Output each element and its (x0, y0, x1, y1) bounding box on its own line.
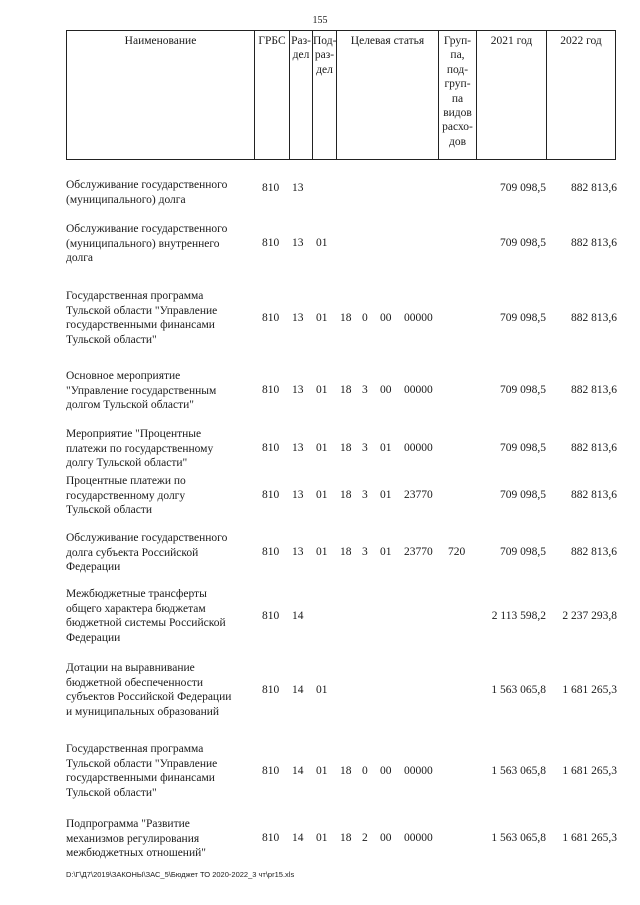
row-program: 18 (340, 442, 352, 454)
row-podrazdel: 01 (316, 546, 328, 558)
row-value-2022: 882 813,6 (571, 546, 617, 558)
row-direction: 00000 (404, 312, 433, 324)
row-direction: 23770 (404, 546, 433, 558)
row-value-2021: 1 563 065,8 (491, 765, 546, 777)
row-subprogram: 3 (362, 489, 368, 501)
row-podrazdel: 01 (316, 765, 328, 777)
row-grbs: 810 (262, 765, 280, 777)
row-value-2021: 709 098,5 (500, 384, 546, 396)
row-grbs: 810 (262, 832, 280, 844)
row-razdel: 13 (292, 489, 304, 501)
row-name: Межбюджетные трансферты общего характера бюджетам бюджетной системы Российской Федерации (66, 588, 226, 644)
row-name: Обслуживание государственного (муниципального) долга (66, 179, 228, 206)
row-grbs: 810 (262, 610, 280, 622)
row-program: 18 (340, 765, 352, 777)
row-value-2021: 709 098,5 (500, 546, 546, 558)
row-name: Государственная программа Тульской области "Управление государственными финансами Тульской области" (66, 290, 218, 346)
row-direction: 00000 (404, 832, 433, 844)
row-event: 00 (380, 384, 392, 396)
row-podrazdel: 01 (316, 442, 328, 454)
row-direction: 00000 (404, 442, 433, 454)
row-subprogram: 0 (362, 312, 368, 324)
row-program: 18 (340, 546, 352, 558)
row-value-2022: 882 813,6 (571, 182, 617, 194)
header-target-article: Целевая статья (336, 30, 438, 160)
row-name: Обслуживание государственного (муниципального) внутреннего долга (66, 223, 228, 264)
row-value-2021: 709 098,5 (500, 182, 546, 194)
row-razdel: 14 (292, 832, 304, 844)
table-header (66, 30, 616, 160)
row-value-2021: 709 098,5 (500, 237, 546, 249)
row-direction: 00000 (404, 384, 433, 396)
row-razdel: 13 (292, 384, 304, 396)
row-podrazdel: 01 (316, 684, 328, 696)
row-value-2022: 882 813,6 (571, 442, 617, 454)
row-grbs: 810 (262, 312, 280, 324)
row-event: 00 (380, 765, 392, 777)
row-event: 00 (380, 832, 392, 844)
row-grbs: 810 (262, 489, 280, 501)
row-group: 720 (448, 546, 466, 558)
row-razdel: 13 (292, 182, 304, 194)
row-value-2022: 882 813,6 (571, 237, 617, 249)
row-podrazdel: 01 (316, 384, 328, 396)
row-razdel: 14 (292, 610, 304, 622)
row-razdel: 13 (292, 546, 304, 558)
header-grbs: ГРБС (254, 30, 289, 160)
row-subprogram: 3 (362, 546, 368, 558)
row-razdel: 14 (292, 684, 304, 696)
header-year-2022: 2022 год (546, 30, 616, 160)
page-number: 155 (312, 15, 328, 26)
row-program: 18 (340, 384, 352, 396)
header-name: Наименование (66, 30, 254, 160)
row-name: Основное мероприятие "Управление государственным долгом Тульской области" (66, 370, 217, 411)
row-value-2021: 709 098,5 (500, 489, 546, 501)
row-value-2022: 882 813,6 (571, 384, 617, 396)
row-value-2021: 1 563 065,8 (491, 684, 546, 696)
row-razdel: 13 (292, 442, 304, 454)
row-subprogram: 0 (362, 765, 368, 777)
header-razdel: Раз- дел (289, 30, 312, 160)
row-value-2022: 1 681 265,3 (562, 684, 617, 696)
row-direction: 00000 (404, 765, 433, 777)
row-program: 18 (340, 832, 352, 844)
row-name: Процентные платежи по государственному долгу Тульской области (66, 475, 186, 516)
row-podrazdel: 01 (316, 489, 328, 501)
row-value-2021: 709 098,5 (500, 442, 546, 454)
row-value-2021: 709 098,5 (500, 312, 546, 324)
row-event: 01 (380, 489, 392, 501)
row-podrazdel: 01 (316, 312, 328, 324)
row-value-2022: 882 813,6 (571, 489, 617, 501)
header-group: Груп- па, под- груп- па видов расхо- дов (438, 30, 476, 160)
row-grbs: 810 (262, 237, 280, 249)
row-event: 00 (380, 312, 392, 324)
row-podrazdel: 01 (316, 237, 328, 249)
row-razdel: 13 (292, 312, 304, 324)
row-grbs: 810 (262, 684, 280, 696)
row-value-2021: 1 563 065,8 (491, 832, 546, 844)
file-path-footer: D:\Г\Д7\2019\ЗАКОНЫ\ЗАС_5\Бюджет ТО 2020-2022_3 чт\pr15.xls (66, 870, 295, 879)
row-program: 18 (340, 489, 352, 501)
row-grbs: 810 (262, 384, 280, 396)
row-name: Государственная программа Тульской области "Управление государственными финансами Тульской области" (66, 743, 218, 799)
row-direction: 23770 (404, 489, 433, 501)
header-podrazdel: Под- раз- дел (312, 30, 336, 160)
row-value-2022: 2 237 293,8 (562, 610, 617, 622)
row-grbs: 810 (262, 442, 280, 454)
row-razdel: 14 (292, 765, 304, 777)
row-value-2022: 882 813,6 (571, 312, 617, 324)
row-name: Обслуживание государственного долга субъекта Российской Федерации (66, 532, 228, 573)
row-subprogram: 2 (362, 832, 368, 844)
row-program: 18 (340, 312, 352, 324)
row-value-2022: 1 681 265,3 (562, 832, 617, 844)
row-subprogram: 3 (362, 384, 368, 396)
row-grbs: 810 (262, 182, 280, 194)
row-name: Подпрограмма "Развитие механизмов регулирования межбюджетных отношений" (66, 818, 206, 859)
row-subprogram: 3 (362, 442, 368, 454)
row-event: 01 (380, 442, 392, 454)
row-name: Мероприятие "Процентные платежи по государственному долгу Тульской области" (66, 428, 214, 469)
row-value-2022: 1 681 265,3 (562, 765, 617, 777)
header-year-2021: 2021 год (476, 30, 546, 160)
row-podrazdel: 01 (316, 832, 328, 844)
row-value-2021: 2 113 598,2 (491, 610, 546, 622)
row-grbs: 810 (262, 546, 280, 558)
row-name: Дотации на выравнивание бюджетной обеспеченности субъектов Российской Федерации и муниципальных образований (66, 662, 232, 718)
row-event: 01 (380, 546, 392, 558)
row-razdel: 13 (292, 237, 304, 249)
